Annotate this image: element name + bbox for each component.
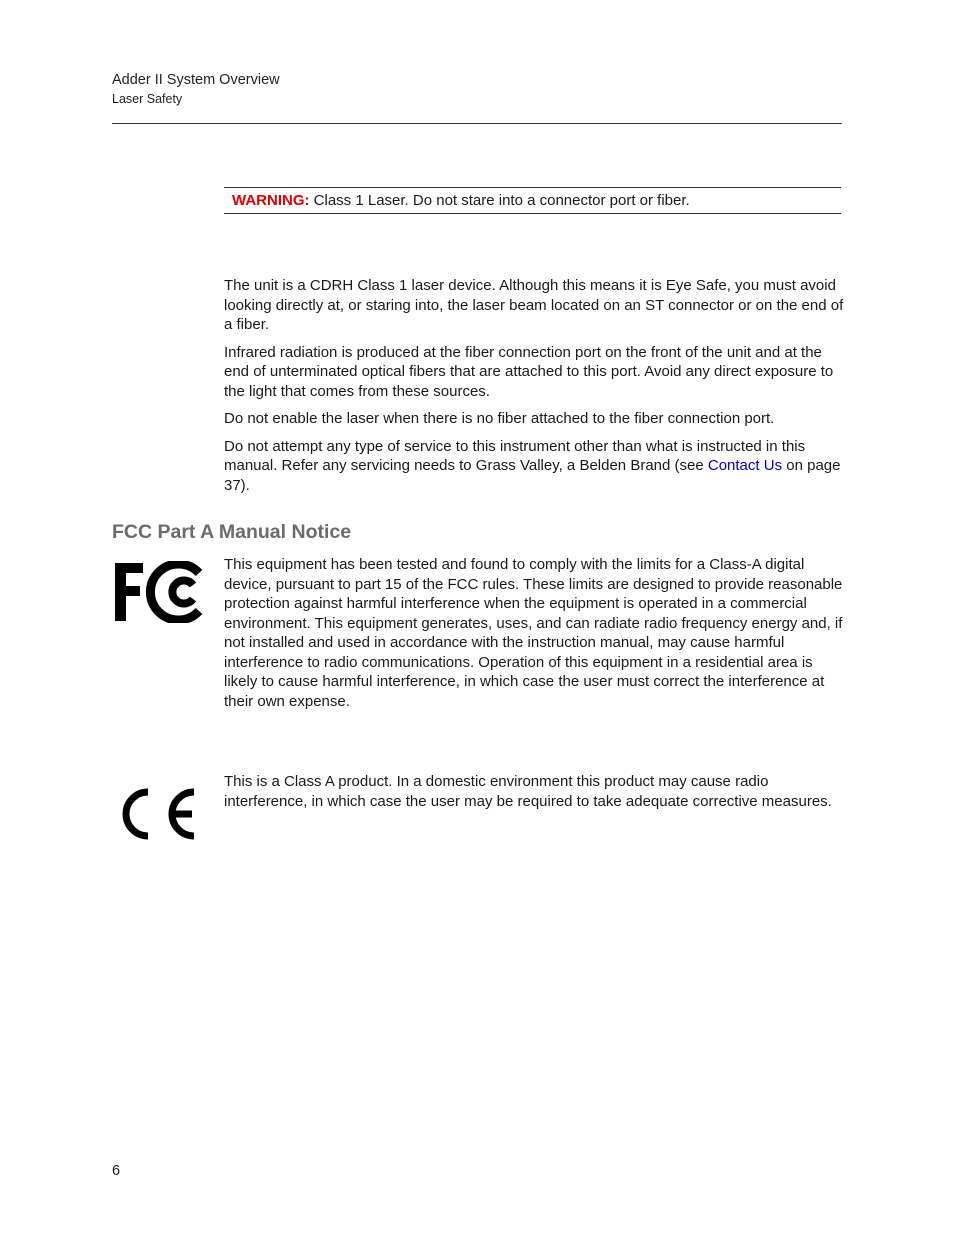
fcc-logo-icon — [113, 561, 203, 623]
document-title: Adder II System Overview — [112, 72, 280, 88]
laser-safety-section — [224, 276, 844, 503]
service-text-after: on page 37). — [224, 457, 841, 494]
service-text-before: Do not attempt any type of service to this instrument other than what is instructed in this manual. Refer any servicing needs to Grass Valley, a Belden Brand (see — [224, 437, 806, 474]
page-header — [112, 70, 842, 108]
fcc-notice-text: This equipment has been tested and found to comply with the limits for a Class-A digital device, pursuant to part 15 of the FCC rules. These limits are designed to provide reasonable protection against harmful interference when the equipment is operated in a commercial environment. This equipment generates, uses, and can radiate radio frequency energy and, if not installed and used in accordance with the instruction manual, may cause harmful interference to radio communications. Operation of this equipment in a residential area is likely to cause harmful interference, in which case the user must correct the interference at their own expense. — [224, 556, 843, 710]
service-paragraph — [224, 437, 844, 496]
warning-text: Class 1 Laser. Do not stare into a connector port or fiber. — [309, 192, 690, 209]
warning-label: WARNING: — [232, 192, 310, 209]
section-title: Laser Safety — [112, 92, 183, 106]
laser-paragraph: The unit is a CDRH Class 1 laser device. Although this means it is Eye Safe, you must avoid looking directly at, or staring into, the laser beam located on an ST connector or on the end of a fiber. — [224, 277, 844, 333]
ce-notice-text: This is a Class A product. In a domestic environment this product may cause radio interference, in which case the user may be required to take adequate corrective measures. — [224, 773, 832, 810]
ce-mark-icon — [116, 783, 202, 845]
laser-paragraph: Infrared radiation is produced at the fiber connection port on the front of the unit and at the end of unterminated optical fibers that are attached to this port. Avoid any direct exposure to the light that comes from these sources. — [224, 343, 834, 400]
laser-paragraph: Do not enable the laser when there is no fiber attached to the fiber connection port. — [224, 410, 775, 427]
fcc-heading: FCC Part A Manual Notice — [112, 521, 352, 543]
page-number: 6 — [112, 1163, 121, 1179]
contact-us-link[interactable]: Contact Us — [707, 457, 783, 474]
header-divider — [112, 123, 842, 124]
warning-notice — [224, 187, 841, 214]
